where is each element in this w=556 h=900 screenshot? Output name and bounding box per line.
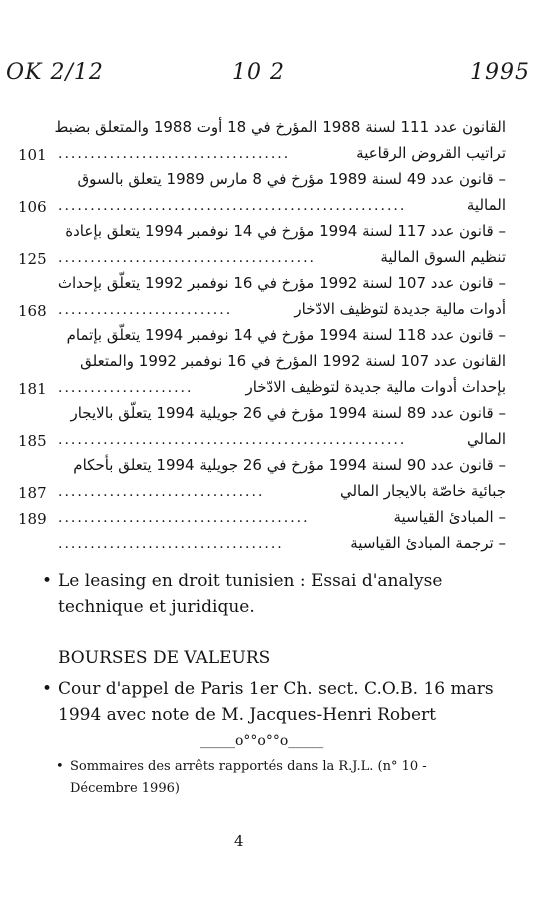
toc-leader-dots: ........................................	[58, 250, 317, 266]
toc-leader-dots: ................................	[58, 484, 265, 500]
toc-row	[0, 404, 556, 430]
toc-entry-text: القانون عدد 111 لسنة 1988 المؤرخ في 18 أوت 1988 والمتعلق بضبط	[54, 118, 506, 136]
toc-page-number: 181	[18, 380, 47, 398]
toc-entry-text: تنظيم السوق المالية	[380, 248, 506, 266]
toc-page-number: 185	[18, 432, 47, 450]
toc-entry-text: – ترجمة المبادئ القياسية	[350, 534, 506, 552]
toc-row	[0, 326, 556, 352]
cour-entry	[42, 676, 508, 728]
toc-page-number: 101	[18, 146, 47, 164]
toc-page-number: 189	[18, 510, 47, 528]
toc-entry-text: بإحداث أدوات مالية جديدة لتوظيف الادّخار	[245, 378, 506, 396]
toc-row	[0, 456, 556, 482]
toc-leader-dots: .....................	[58, 380, 194, 396]
ornament-separator: _____o°°o°°o_____	[200, 733, 324, 749]
toc-row	[0, 118, 556, 144]
toc-entry-text: – قانون عدد 118 لسنة 1994 مؤرخ في 14 نوفمبر 1994 يتعلّق بإتمام	[66, 326, 506, 344]
sommaires-entry-text: Sommaires des arrêts rapportés dans la R.J.L. (n° 10 - Décembre 1996)	[70, 759, 427, 796]
toc-row	[0, 534, 556, 560]
toc-leader-dots: ....................................	[58, 146, 291, 162]
toc-page-number: 125	[18, 250, 47, 268]
toc-entry-text: – قانون عدد 90 لسنة 1994 مؤرخ في 26 جويلية 1994 يتعلق بأحكام	[73, 456, 506, 474]
toc-leader-dots: ......................................................	[58, 432, 407, 448]
bullet-marker: •	[42, 679, 53, 699]
sommaires-entry	[56, 756, 480, 800]
toc-row	[0, 144, 556, 170]
toc-row	[0, 482, 556, 508]
leasing-entry-text: Le leasing en droit tunisien : Essai d'analyse technique et juridique.	[58, 571, 443, 617]
page-number: 4	[234, 832, 244, 850]
toc-row	[0, 352, 556, 378]
toc-entry-text: – قانون عدد 89 لسنة 1994 مؤرخ في 26 جويلية 1994 يتعلّق بالايجار	[70, 404, 506, 422]
toc-page-number: 168	[18, 302, 47, 320]
section-heading: BOURSES DE VALEURS	[58, 648, 271, 668]
toc-entry-text: – المبادئ القياسية	[393, 508, 506, 526]
cour-entry-text: Cour d'appel de Paris 1er Ch. sect. C.O.B. 16 mars 1994 avec note de M. Jacques-Henri Robert	[58, 679, 494, 725]
bullet-marker: •	[56, 759, 64, 774]
toc-page-number: 187	[18, 484, 47, 502]
toc-entry-text: تراتيب القروض الرقاعية	[356, 144, 506, 162]
leasing-entry	[42, 568, 508, 620]
toc-page-number: 106	[18, 198, 47, 216]
toc-leader-dots: .......................................	[58, 510, 310, 526]
toc-entry-text: – قانون عدد 107 لسنة 1992 مؤرخ في 16 نوفمبر 1992 يتعلّق بإحداث	[57, 274, 506, 292]
toc-row	[0, 300, 556, 326]
handwritten-note-left: OK 2/12	[6, 60, 104, 85]
toc-entry-text: جبائية خاصّة بالايجار المالي	[339, 482, 506, 500]
handwritten-note-right: 1995	[470, 60, 530, 85]
toc-entry-text: – قانون عدد 117 لسنة 1994 مؤرخ في 14 نوفمبر 1994 يتعلق بإعادة	[65, 222, 506, 240]
toc-entry-text: المالي	[466, 430, 506, 448]
toc-entry-text: المالية	[466, 196, 506, 214]
toc-leader-dots: ......................................................	[58, 198, 407, 214]
toc-row	[0, 248, 556, 274]
toc-row	[0, 196, 556, 222]
toc-leader-dots: ...........................	[58, 302, 233, 318]
toc-entry-text: أدوات مالية جديدة لتوظيف الادّخار	[294, 300, 506, 318]
toc-entry-text: – قانون عدد 49 لسنة 1989 مؤرخ في 8 مارس 1989 يتعلق بالسوق	[77, 170, 506, 188]
toc-row	[0, 508, 556, 534]
bullet-marker: •	[42, 571, 53, 591]
toc-row	[0, 170, 556, 196]
toc-row	[0, 378, 556, 404]
handwritten-note-center: 10 2	[232, 60, 285, 85]
toc-leader-dots: ...................................	[58, 536, 284, 552]
toc-row	[0, 430, 556, 456]
toc-entry-text: القانون عدد 107 لسنة 1992 المؤرخ في 16 نوفمبر 1992 والمتعلق	[80, 352, 506, 370]
toc-row	[0, 274, 556, 300]
toc-row	[0, 222, 556, 248]
